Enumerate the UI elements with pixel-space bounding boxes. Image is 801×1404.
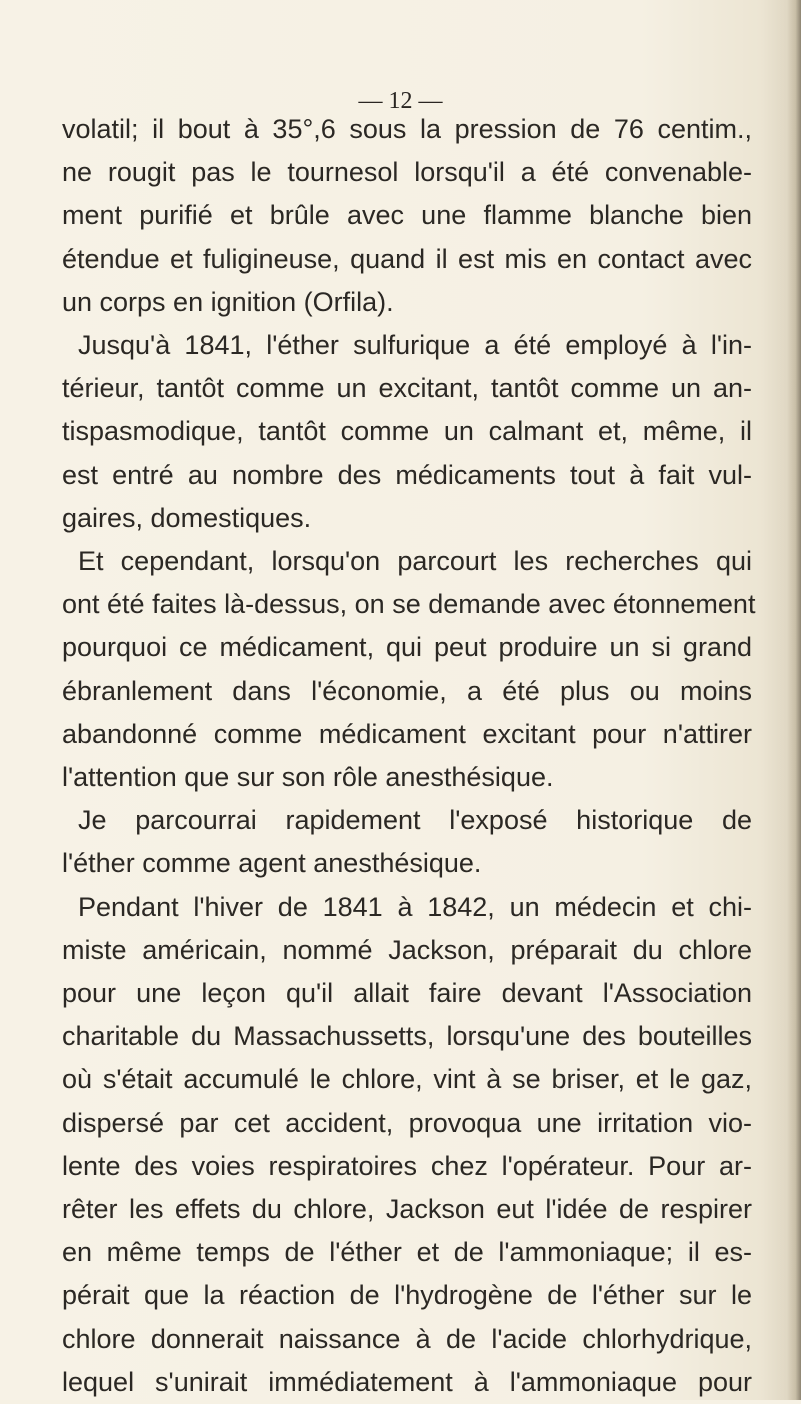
text-line: Pendant l'hiver de 1841 à 1842, un médecin et chi- xyxy=(78,891,752,922)
text-line: ébranlement dans l'économie, a été plus ou moins xyxy=(62,675,752,706)
text-line: miste américain, nommé Jackson, préparait du chlore xyxy=(62,934,752,965)
text-line: où s'était accumulé le chlore, vint à se briser, et le gaz, xyxy=(62,1064,752,1095)
text-line: ne rougit pas le tournesol lorsqu'il a été convenable- xyxy=(62,157,752,188)
text-line: chlore donnerait naissance à de l'acide chlorhydrique, xyxy=(62,1323,752,1354)
text-line: ment purifié et brûle avec une flamme blanche bien xyxy=(62,200,752,231)
text-line: pérait que la réaction de l'hydrogène de l'éther sur le xyxy=(62,1280,752,1311)
text-line: gaires, domestiques. xyxy=(62,502,312,533)
text-line: Jusqu'à 1841, l'éther sulfurique a été employé à l'in- xyxy=(78,330,752,361)
text-line: rêter les effets du chlore, Jackson eut l'idée de respirer xyxy=(62,1194,752,1225)
text-line: l'éther comme agent anesthésique. xyxy=(62,848,482,879)
text-line: Je parcourrai rapidement l'exposé historique de xyxy=(78,805,752,836)
text-line: abandonné comme médicament excitant pour n'attirer xyxy=(62,718,752,749)
text-line: étendue et fuligineuse, quand il est mis en contact avec xyxy=(62,243,752,274)
text-line: Et cependant, lorsqu'on parcourt les recherches qui xyxy=(78,546,752,577)
text-line: térieur, tantôt comme un excitant, tantôt comme un an- xyxy=(62,373,752,404)
text-line: lequel s'unirait immédiatement à l'ammoniaque pour xyxy=(62,1366,752,1397)
text-line: ont été faites là-dessus, on se demande avec étonnement xyxy=(62,589,756,620)
text-line: est entré au nombre des médicaments tout à fait vul- xyxy=(62,459,752,490)
text-line: tispasmodique, tantôt comme un calmant et, même, il xyxy=(62,416,752,447)
page-edge-shadow xyxy=(787,0,801,1400)
body-text xyxy=(62,108,756,1404)
text-line: lente des voies respiratoires chez l'opérateur. Pour ar- xyxy=(62,1150,752,1181)
text-line: dispersé par cet accident, provoqua une irritation vio- xyxy=(62,1107,752,1138)
text-line: pourquoi ce médicament, qui peut produire un si grand xyxy=(62,632,752,663)
text-line: un corps en ignition (Orfila). xyxy=(62,286,394,317)
text-line: en même temps de l'éther et de l'ammoniaque; il es- xyxy=(62,1237,752,1268)
page-number: — 12 — xyxy=(358,88,443,114)
text-line: charitable du Massachussetts, lorsqu'une des bouteilles xyxy=(62,1021,752,1052)
text-line: pour une leçon qu'il allait faire devant l'Association xyxy=(62,978,752,1009)
text-line: volatil; il bout à 35°,6 sous la pression de 76 centim., xyxy=(62,114,752,144)
text-line: l'attention que sur son rôle anesthésique. xyxy=(62,762,554,793)
